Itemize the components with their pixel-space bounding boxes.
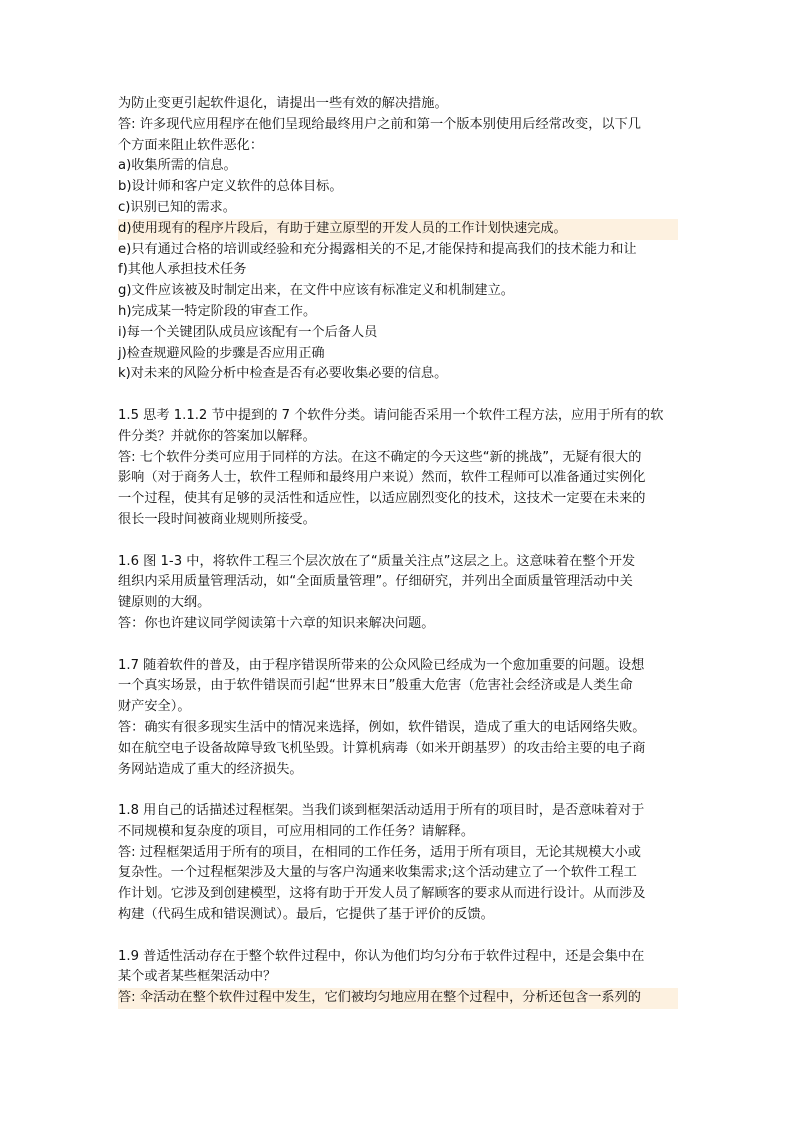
answer-1-9-highlighted: 答: 伞活动在整个软件过程中发生，它们被均匀地应用在整个过程中，分析还包含一系列的 bbox=[118, 988, 678, 1009]
question-1-5: 1.5 思考 1.1.2 节中提到的 7 个软件分类。请问能否采用一个软件工程方法，应用于所有的软 bbox=[118, 407, 664, 423]
answer-1-5: 一个过程，使其有足够的灵活性和适应性，以适应剧烈变化的技术，这技术一定要在未来的 bbox=[118, 491, 646, 507]
answer-1-8: 作计划。它涉及到创建模型，这将有助于开发人员了解顾客的要求从而进行设计。从而涉及 bbox=[118, 886, 646, 902]
question-1-7: 一个真实场景，由于软件错误而引起“世界末日”般重大危害（危害社会经济或是人类生命 bbox=[118, 678, 633, 694]
list-item: f)其他人承担技术任务 bbox=[118, 262, 247, 278]
answer-1-6: 答：你也许建议同学阅读第十六章的知识来解决问题。 bbox=[118, 615, 435, 631]
question-1-7: 财产安全）。 bbox=[118, 699, 191, 715]
question-1-9: 1.9 普适性活动存在于整个软件过程中，你认为他们均匀分布于软件过程中，还是会集中在 bbox=[118, 948, 645, 964]
answer-1-5: 答: 七个软件分类可应用于同样的方法。在这不确定的今天这些“新的挑战”，无疑有很大的 bbox=[118, 449, 642, 465]
question-1-6: 键原则的大纲。 bbox=[118, 595, 211, 611]
question-1-8: 1.8 用自己的话描述过程框架。当我们谈到框架活动适用于所有的项目时，是否意味着对于 bbox=[118, 803, 645, 819]
question-1-7: 1.7 随着软件的普及，由于程序错误所带来的公众风险已经成为一个愈加重要的问题。设想 bbox=[118, 657, 645, 673]
answer-text: 答: 许多现代应用程序在他们呈现给最终用户之前和第一个版本别使用后经常改变，以下几 bbox=[118, 116, 641, 132]
answer-1-7: 如在航空电子设备故障导致飞机坠毁。计算机病毒（如米开朗基罗）的攻击给主要的电子商 bbox=[118, 740, 646, 756]
document-page bbox=[118, 94, 678, 1009]
answer-1-5: 影响（对于商务人士，软件工程师和最终用户来说）然而，软件工程师可以准备通过实例化 bbox=[118, 470, 646, 486]
list-item: b)设计师和客户定义软件的总体目标。 bbox=[118, 179, 343, 195]
paragraph-gap bbox=[118, 635, 678, 656]
question-1-6: 组织内采用质量管理活动，如“全面质量管理”。仔细研究，并列出全面质量管理活动中关 bbox=[118, 574, 633, 590]
paragraph-gap bbox=[118, 780, 678, 801]
list-item: k)对未来的风险分析中检查是否有必要收集必要的信息。 bbox=[118, 366, 448, 382]
answer-1-8: 构建（代码生成和错误测试）。最后，它提供了基于评价的反馈。 bbox=[118, 907, 494, 923]
paragraph-gap bbox=[118, 531, 678, 552]
paragraph-gap bbox=[118, 385, 678, 406]
list-item: g)文件应该被及时制定出来，在文件中应该有标准定义和机制建立。 bbox=[118, 283, 514, 299]
list-item-highlighted: d)使用现有的程序片段后，有助于建立原型的开发人员的工作计划快速完成。 bbox=[118, 219, 678, 240]
question-1-5: 件分类？并就你的答案加以解释。 bbox=[118, 428, 316, 444]
answer-text: 个方面来阻止软件恶化： bbox=[118, 137, 264, 153]
list-item: h)完成某一特定阶段的审查工作。 bbox=[118, 303, 317, 319]
list-item: j)检查规避风险的步骤是否应用正确 bbox=[118, 345, 325, 361]
list-item: i)每一个关键团队成员应该配有一个后备人员 bbox=[118, 324, 378, 340]
question-1-6: 1.6 图 1-3 中，将软件工程三个层次放在了“质量关注点”这层之上。这意味着在整个开发 bbox=[118, 553, 636, 569]
answer-1-7: 答：确实有很多现实生活中的情况来选择，例如，软件错误，造成了重大的电话网络失败。 bbox=[118, 719, 646, 735]
answer-1-8: 答: 过程框架适用于所有的项目，在相同的工作任务，适用于所有项目，无论其规模大小或 bbox=[118, 844, 641, 860]
question-text: 为防止变更引起软件退化，请提出一些有效的解决措施。 bbox=[118, 96, 448, 111]
answer-1-5: 很长一段时间被商业规则所接受。 bbox=[118, 511, 316, 527]
answer-1-7: 务网站造成了重大的经济损失。 bbox=[118, 761, 303, 777]
paragraph-gap bbox=[118, 926, 678, 947]
list-item: a)收集所需的信息。 bbox=[118, 158, 237, 174]
question-1-9: 某个或者某些框架活动中？ bbox=[118, 969, 277, 985]
answer-1-8: 复杂性。一个过程框架涉及大量的与客户沟通来收集需求;这个活动建立了一个软件工程工 bbox=[118, 865, 637, 881]
list-item: e)只有通过合格的培训或经验和充分揭露相关的不足,才能保持和提高我们的技术能力和让 bbox=[118, 241, 637, 257]
list-item: c)识别已知的需求。 bbox=[118, 199, 236, 215]
question-1-8: 不同规模和复杂度的项目，可应用相同的工作任务？请解释。 bbox=[118, 823, 475, 839]
